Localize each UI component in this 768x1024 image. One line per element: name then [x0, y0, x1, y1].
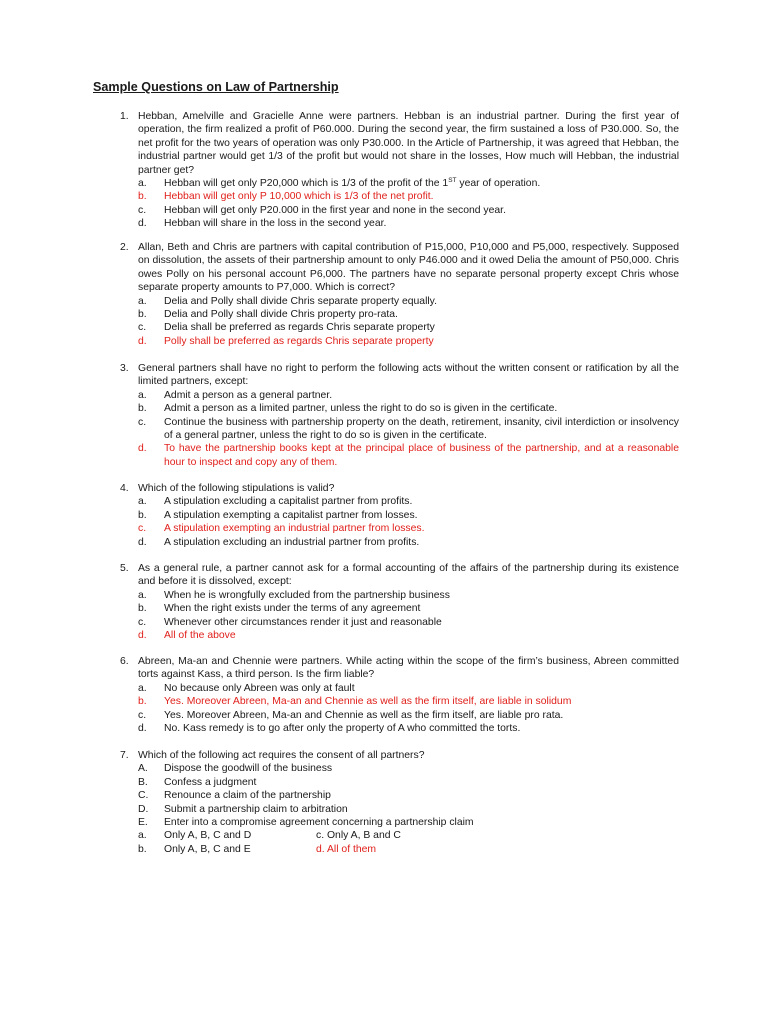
option-b: b. A stipulation exempting a capitalist partner from losses. — [138, 509, 418, 521]
choice-a-letter: a. — [138, 830, 147, 842]
option-b: b. Admit a person as a limited partner, unless the right to do so is given in the certificate. — [138, 403, 558, 415]
option-d-answer: d. Polly shall be preferred as regards Chris separate property — [138, 335, 434, 347]
option-a: a. Admit a person as a general partner. — [138, 389, 333, 401]
question-stem: Allan, Beth and Chris are partners with capital contribution of P15,000, P10,000 and P5,000, respectively. Supposed on dissolution, the assets of their partnership amount to only P46.000 and it owed Delia the amount of P50,000. Chris owes Polly on his personal account P6,000. The partners have no separate personal property except Chris whose separate property amounts to P7,000. Which is correct? — [138, 242, 679, 294]
question-1 — [93, 110, 679, 231]
question-stem: Which of the following act requires the consent of all partners? — [138, 750, 425, 761]
question-3 — [93, 362, 679, 469]
choice-row-b — [138, 843, 679, 856]
question-6 — [93, 655, 679, 735]
question-7 — [93, 749, 679, 856]
option-d: d. No. Kass remedy is to go after only the property of A who committed the torts. — [138, 723, 521, 735]
choice-c-text: c. Only A, B and C — [316, 830, 401, 842]
question-stem: General partners shall have no right to perform the following acts without the written consent or ratification by all the limited partners, except: — [138, 363, 679, 388]
option-c: c. Whenever other circumstances render it just and reasonable — [138, 616, 442, 628]
question-stem: Which of the following stipulations is valid? — [138, 483, 335, 494]
choice-b-text: Only A, B, C and E — [164, 843, 251, 855]
choice-a-text: Only A, B, C and D — [164, 830, 252, 842]
item-C: C. Renounce a claim of the partnership — [138, 790, 331, 802]
question-number: 5. — [120, 563, 129, 574]
question-stem: Abreen, Ma-an and Chennie were partners. While acting within the scope of the firm’s business, Abreen committed torts against Kass, a third person. Is the firm liable? — [138, 656, 679, 681]
question-stem: As a general rule, a partner cannot ask for a formal accounting of the affairs of the partnership during its existence and before it is dissolved, except: — [138, 563, 679, 588]
item-E: E. Enter into a compromise agreement concerning a partnership claim — [138, 817, 474, 829]
question-number: 7. — [120, 750, 129, 761]
option-a: a. A stipulation excluding a capitalist partner from profits. — [138, 496, 413, 508]
option-c: c. Yes. Moreover Abreen, Ma-an and Chennie as well as the firm itself, are liable pro rata. — [138, 709, 564, 721]
question-number: 1. — [120, 111, 129, 122]
question-number: 2. — [120, 242, 129, 253]
option-c: c. Delia shall be preferred as regards Chris separate property — [138, 322, 435, 334]
option-d: d. A stipulation excluding an industrial partner from profits. — [138, 536, 420, 548]
option-b-answer: b. Hebban will get only P 10,000 which is 1/3 of the net profit. — [138, 191, 434, 203]
item-A: A. Dispose the goodwill of the business — [138, 763, 333, 775]
option-d: d. Hebban will share in the loss in the second year. — [138, 218, 387, 230]
question-number: 6. — [120, 656, 129, 667]
choice-b-letter: b. — [138, 843, 147, 855]
option-c: c. Continue the business with partnership property on the death, retirement, insanity, civil interdiction or insolvency of a general partner, unless the right to do so is given in the certificate. — [138, 416, 679, 442]
option-a: a. Delia and Polly shall divide Chris separate property equally. — [138, 295, 437, 307]
question-stem: Hebban, Amelville and Gracielle Anne were partners. Hebban is an industrial partner. During the first year of operation, the firm realized a profit of P60.000. During the second year, the firm sustained a loss of P30.000. So, the net profit for the two years of operation was only P30.000. In the Article of Partnership, it was agreed that Hebban, the industrial partner would get 1/3 of the profit but would not share in the losses, How much will Hebban, the industrial partner get? — [138, 111, 679, 176]
option-b: b. Delia and Polly shall divide Chris property pro-rata. — [138, 309, 398, 321]
choice-d-answer: d. All of them — [316, 843, 377, 855]
page-title: Sample Questions on Law of Partnership — [93, 80, 339, 94]
option-c-answer: c. A stipulation exempting an industrial partner from losses. — [138, 523, 425, 535]
option-a: a. No because only Abreen was only at fault — [138, 682, 355, 694]
option-d-answer: d. All of the above — [138, 630, 236, 642]
question-number: 4. — [120, 483, 129, 494]
question-2 — [93, 241, 679, 348]
choice-row-a — [138, 829, 679, 842]
option-a: a. Hebban will get only P20,000 which is 1/3 of the profit of the 1ST year of operation. — [138, 177, 541, 190]
question-number: 3. — [120, 363, 129, 374]
option-a: a. When he is wrongfully excluded from the partnership business — [138, 589, 450, 601]
option-c: c. Hebban will get only P20.000 in the first year and none in the second year. — [138, 204, 506, 216]
option-d-answer: d. To have the partnership books kept at the principal place of business of the partnership, and at a reasonable hour to inspect and copy any of them. — [138, 443, 679, 468]
option-b-answer: b. Yes. Moreover Abreen, Ma-an and Chennie as well as the firm itself, are liable in solidum — [138, 696, 572, 708]
question-5 — [93, 562, 679, 642]
question-4 — [93, 482, 679, 549]
option-b: b. When the right exists under the terms of any agreement — [138, 603, 421, 615]
item-B: B. Confess a judgment — [138, 776, 257, 788]
item-D: D. Submit a partnership claim to arbitration — [138, 803, 348, 815]
